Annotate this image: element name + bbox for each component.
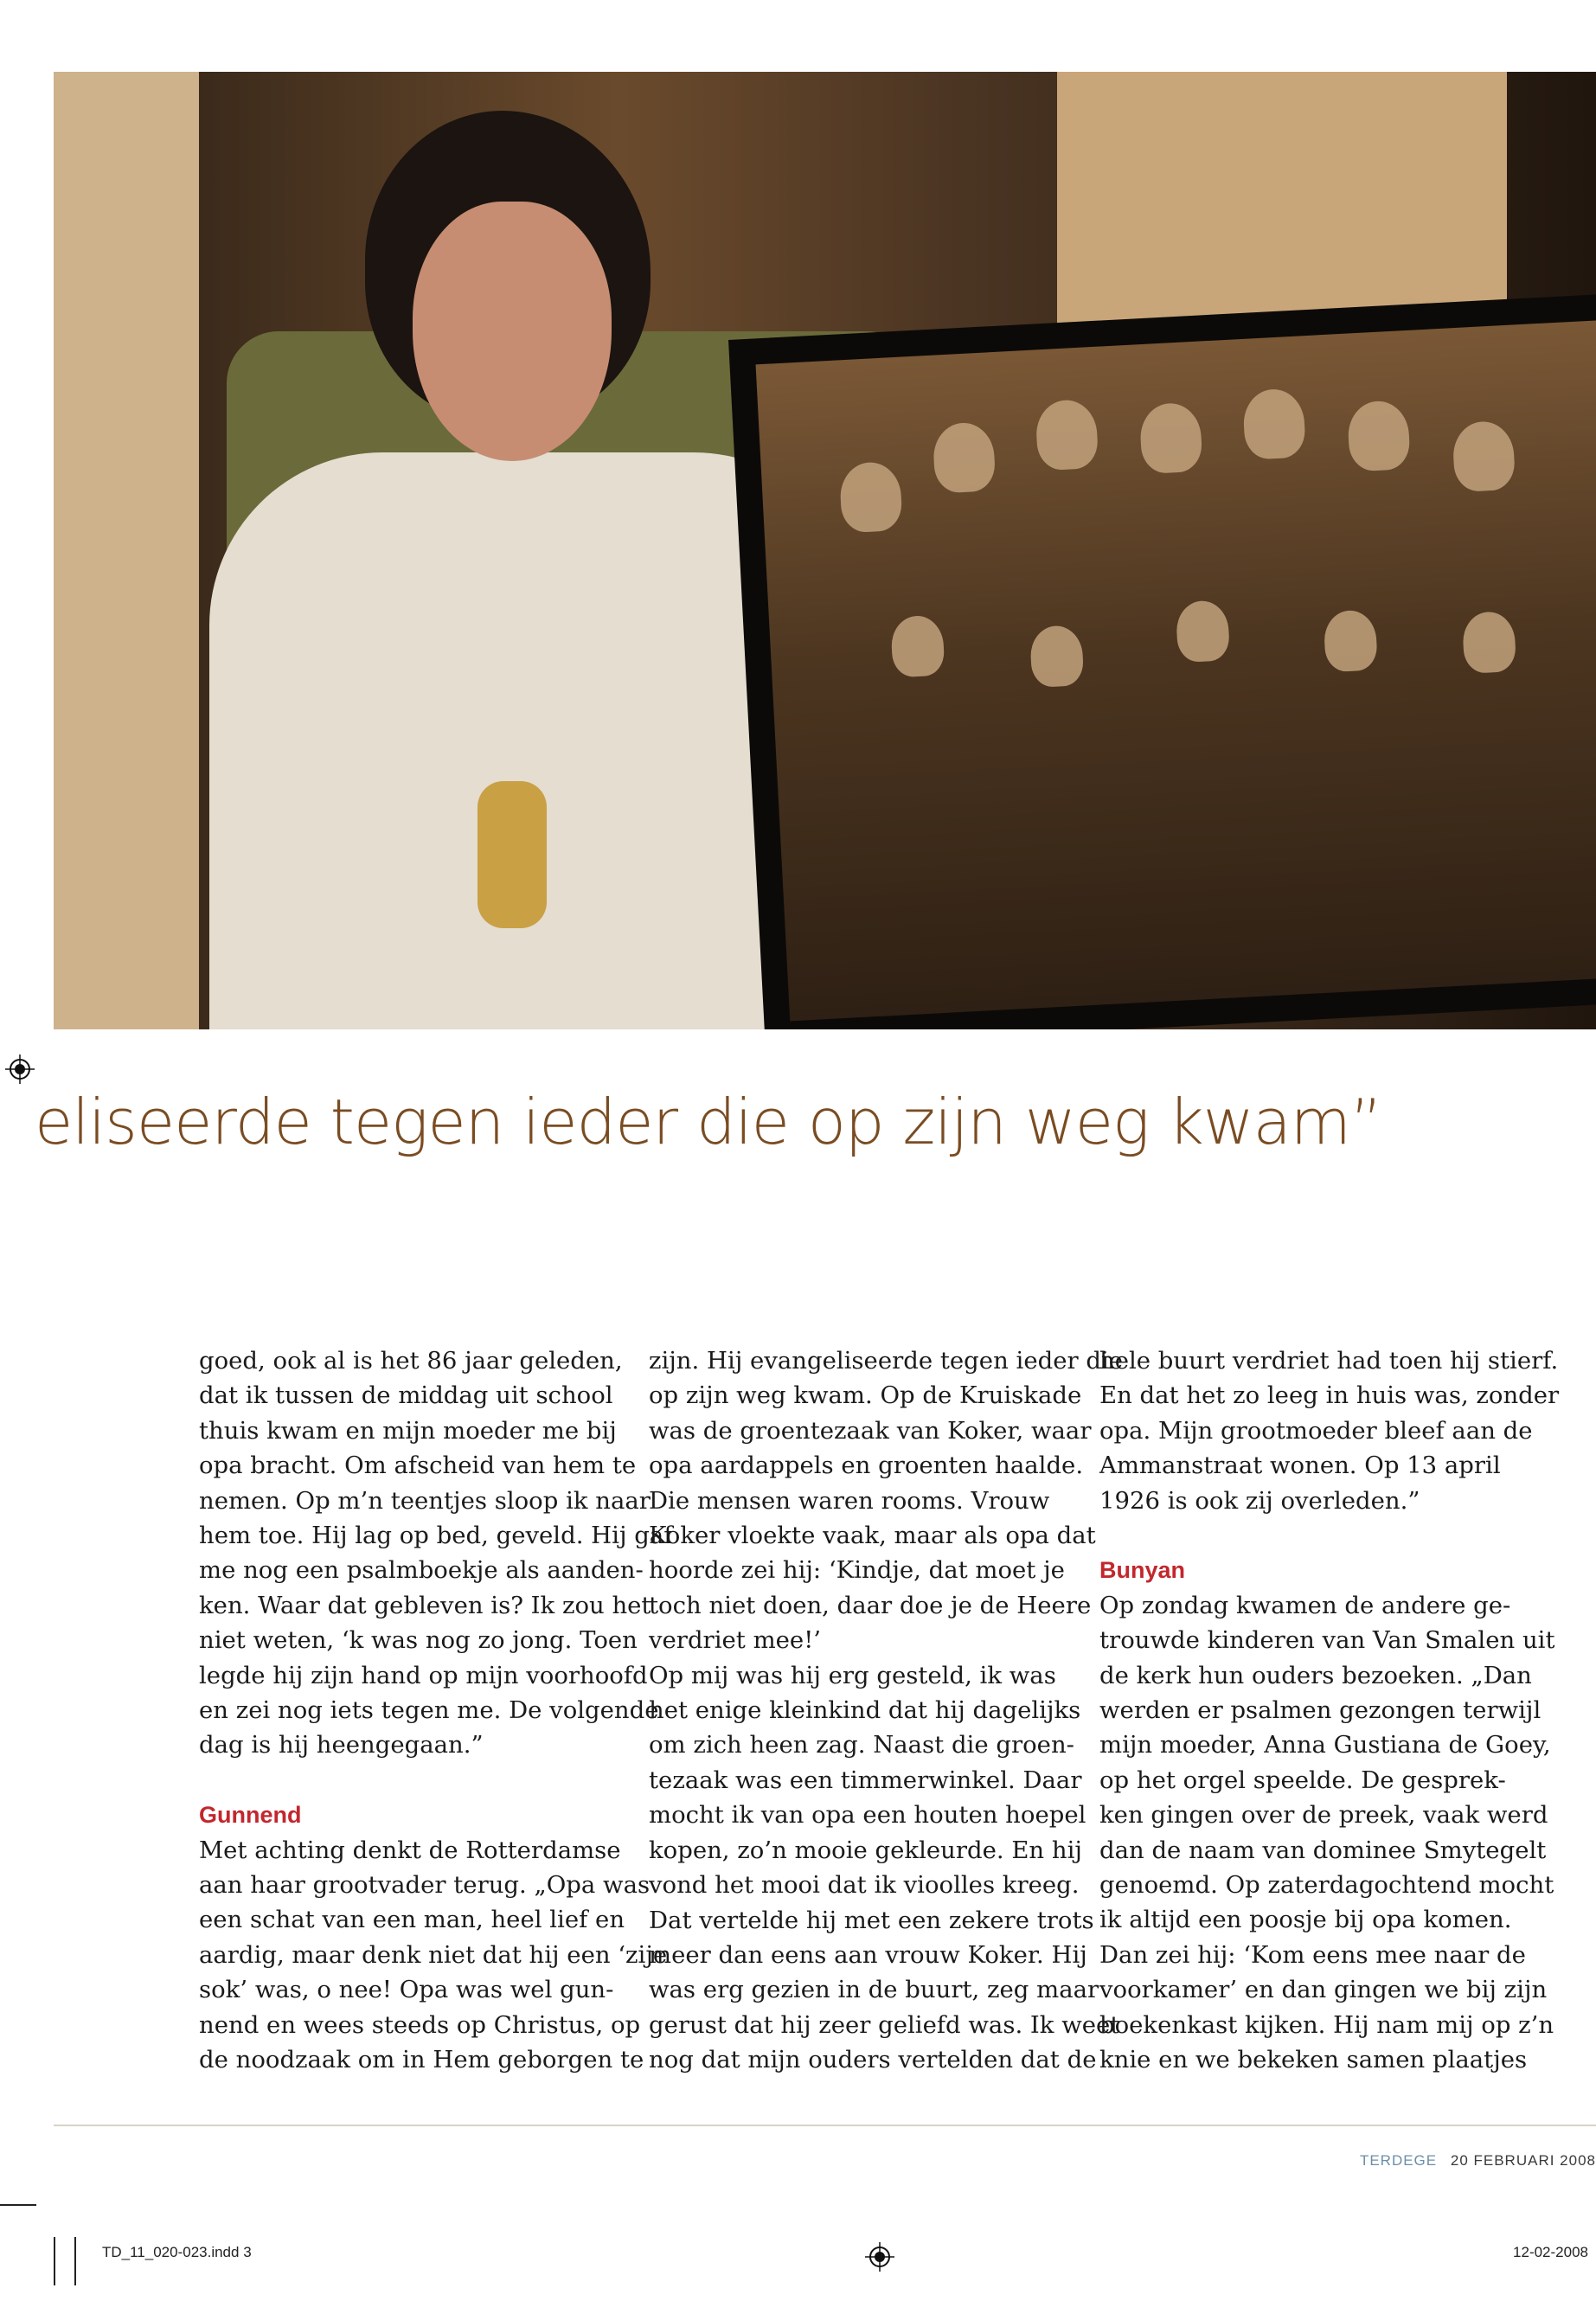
text-line: hoorde zei hij: ‘Kindje, dat moet je xyxy=(649,1556,1065,1585)
text-line: Ammanstraat wonen. Op 13 april xyxy=(1099,1452,1501,1480)
article-column-1 xyxy=(199,1343,673,2078)
text-line: legde hij zijn hand op mijn voorhoofd xyxy=(199,1661,648,1689)
footer-divider xyxy=(54,2125,1596,2126)
text-line: verdriet mee!’ xyxy=(649,1626,821,1655)
portrait-figure xyxy=(1323,609,1378,672)
photo-side-panel xyxy=(54,72,199,1029)
text-line: knie en we bekeken samen plaatjes xyxy=(1099,2046,1528,2074)
text-line: werden er psalmen gezongen terwijl xyxy=(1099,1696,1542,1725)
page-footer xyxy=(1360,2152,1596,2170)
registration-mark-icon xyxy=(865,2242,894,2272)
portrait-figure xyxy=(1029,625,1085,688)
text-line: trouwde kinderen van Van Smalen uit xyxy=(1099,1626,1555,1655)
photo-woman-face xyxy=(413,202,612,461)
text-line: Met achting denkt de Rotterdamse xyxy=(199,1836,621,1864)
text-line: gerust dat hij zeer geliefd was. Ik weet xyxy=(649,2010,1120,2039)
text-line: nemen. Op m’n teentjes sloop ik naar xyxy=(199,1486,651,1515)
hero-photo xyxy=(54,72,1596,1029)
portrait-figure xyxy=(1176,599,1231,663)
text-line: thuis kwam en mijn moeder me bij xyxy=(199,1416,617,1445)
text-line: ken. Waar dat gebleven is? Ik zou het xyxy=(199,1591,651,1619)
text-line: opa bracht. Om afscheid van hem te xyxy=(199,1452,637,1480)
photo-family-portrait xyxy=(756,320,1596,1022)
text-line: mocht ik van opa een houten hoepel xyxy=(649,1801,1086,1830)
text-line: me nog een psalmboekje als aanden- xyxy=(199,1556,644,1585)
text-line: dat ik tussen de middag uit school xyxy=(199,1381,613,1410)
text-line: voorkamer’ en dan gingen we bij zijn xyxy=(1099,1976,1548,2004)
text-line: 1926 is ook zij overleden.” xyxy=(1099,1486,1420,1515)
registration-mark-icon xyxy=(5,1054,35,1084)
text-line: nend en wees steeds op Christus, op xyxy=(199,2010,641,2039)
text-line: was erg gezien in de buurt, zeg maar xyxy=(649,1976,1099,2004)
text-line: vond het mooi dat ik vioolles kreeg. xyxy=(649,1871,1080,1900)
slug-filename: TD_11_020-023.indd 3 xyxy=(102,2244,252,2260)
text-line: Die mensen waren rooms. Vrouw xyxy=(649,1486,1050,1515)
article-column-3 xyxy=(1099,1343,1560,2078)
text-line: op zijn weg kwam. Op de Kruiskade xyxy=(649,1381,1082,1410)
text-line: boekenkast kijken. Hij nam mij op z’n xyxy=(1099,2010,1554,2039)
text-line: tezaak was een timmerwinkel. Daar xyxy=(649,1766,1082,1794)
text-line: meer dan eens aan vrouw Koker. Hij xyxy=(649,1940,1087,1969)
trim-mark xyxy=(54,2237,55,2285)
text-line: dag is hij heengegaan.” xyxy=(199,1731,484,1759)
text-line: toch niet doen, daar doe je de Heere xyxy=(649,1591,1092,1619)
text-line: om zich heen zag. Naast die groen- xyxy=(649,1731,1074,1759)
text-line: zijn. Hij evangeliseerde tegen ieder die xyxy=(649,1347,1124,1375)
portrait-figure xyxy=(1452,420,1516,493)
footer-brand: TERDEGE xyxy=(1359,2152,1438,2169)
text-line: ik altijd een poosje bij opa komen. xyxy=(1099,1906,1512,1934)
text-line: sok’ was, o nee! Opa was wel gun- xyxy=(199,1976,614,2004)
portrait-figure xyxy=(1035,399,1099,471)
text-line: dan de naam van dominee Smytegelt xyxy=(1099,1836,1547,1864)
text-line: aardig, maar denk niet dat hij een ‘zije xyxy=(199,1940,668,1969)
text-line: niet weten, ‘k was nog zo jong. Toen xyxy=(199,1626,638,1655)
trim-mark xyxy=(0,2204,36,2206)
text-line: Op mij was hij erg gesteld, ik was xyxy=(649,1661,1056,1689)
text-line: nog dat mijn ouders vertelden dat de xyxy=(649,2046,1097,2074)
portrait-figure xyxy=(1242,388,1306,460)
text-line: opa. Mijn grootmoeder bleef aan de xyxy=(1099,1416,1533,1445)
text-line: goed, ook al is het 86 jaar geleden, xyxy=(199,1347,623,1375)
text-line: genoemd. Op zaterdagochtend mocht xyxy=(1099,1871,1554,1900)
text-line: op het orgel speelde. De gesprek- xyxy=(1099,1766,1506,1794)
portrait-figure xyxy=(1139,402,1203,475)
text-line: aan haar grootvader terug. „Opa was xyxy=(199,1871,651,1900)
text-line: Dan zei hij: ‘Kom eens mee naar de xyxy=(1099,1940,1526,1969)
portrait-figure xyxy=(839,461,903,534)
portrait-figure xyxy=(932,421,996,494)
footer-date: 20 FEBRUARI 2008 xyxy=(1450,2152,1596,2169)
text-line: En dat het zo leeg in huis was, zonder xyxy=(1099,1381,1560,1410)
photo-bracelet xyxy=(478,781,547,928)
subhead-bunyan: Bunyan xyxy=(1099,1557,1186,1584)
text-line: Koker vloekte vaak, maar als opa dat xyxy=(649,1522,1096,1550)
text-line: mijn moeder, Anna Gustiana de Goey, xyxy=(1099,1731,1551,1759)
photo-picture-frame xyxy=(728,294,1596,1029)
text-line: Dat vertelde hij met een zekere trots xyxy=(649,1906,1094,1934)
text-line: het enige kleinkind dat hij dagelijks xyxy=(649,1696,1081,1725)
text-line: opa aardappels en groenten haalde. xyxy=(649,1452,1084,1480)
subhead-gunnend: Gunnend xyxy=(199,1802,302,1829)
portrait-figure xyxy=(890,615,945,678)
text-line: hem toe. Hij lag op bed, geveld. Hij gaf xyxy=(199,1522,673,1550)
text-line: ken gingen over de preek, vaak werd xyxy=(1099,1801,1548,1830)
text-line: en zei nog iets tegen me. De volgende xyxy=(199,1696,659,1725)
article-column-2 xyxy=(649,1343,1124,2078)
text-line: Op zondag kwamen de andere ge- xyxy=(1099,1591,1511,1619)
headline: eliseerde tegen ieder die op zijn weg kwam” xyxy=(35,1086,1382,1158)
portrait-figure xyxy=(1462,611,1517,674)
text-line: kopen, zo’n mooie gekleurde. En hij xyxy=(649,1836,1082,1864)
text-line: een schat van een man, heel lief en xyxy=(199,1906,625,1934)
text-line: was de groentezaak van Koker, waar xyxy=(649,1416,1092,1445)
portrait-figure xyxy=(1347,400,1411,472)
slug-date: 12-02-2008 xyxy=(1513,2244,1588,2260)
text-line: hele buurt verdriet had toen hij stierf. xyxy=(1099,1347,1559,1375)
trim-mark xyxy=(74,2237,76,2285)
text-line: de noodzaak om in Hem geborgen te xyxy=(199,2046,644,2074)
text-line: de kerk hun ouders bezoeken. „Dan xyxy=(1099,1661,1532,1689)
photo-wall-panel xyxy=(1057,72,1507,331)
